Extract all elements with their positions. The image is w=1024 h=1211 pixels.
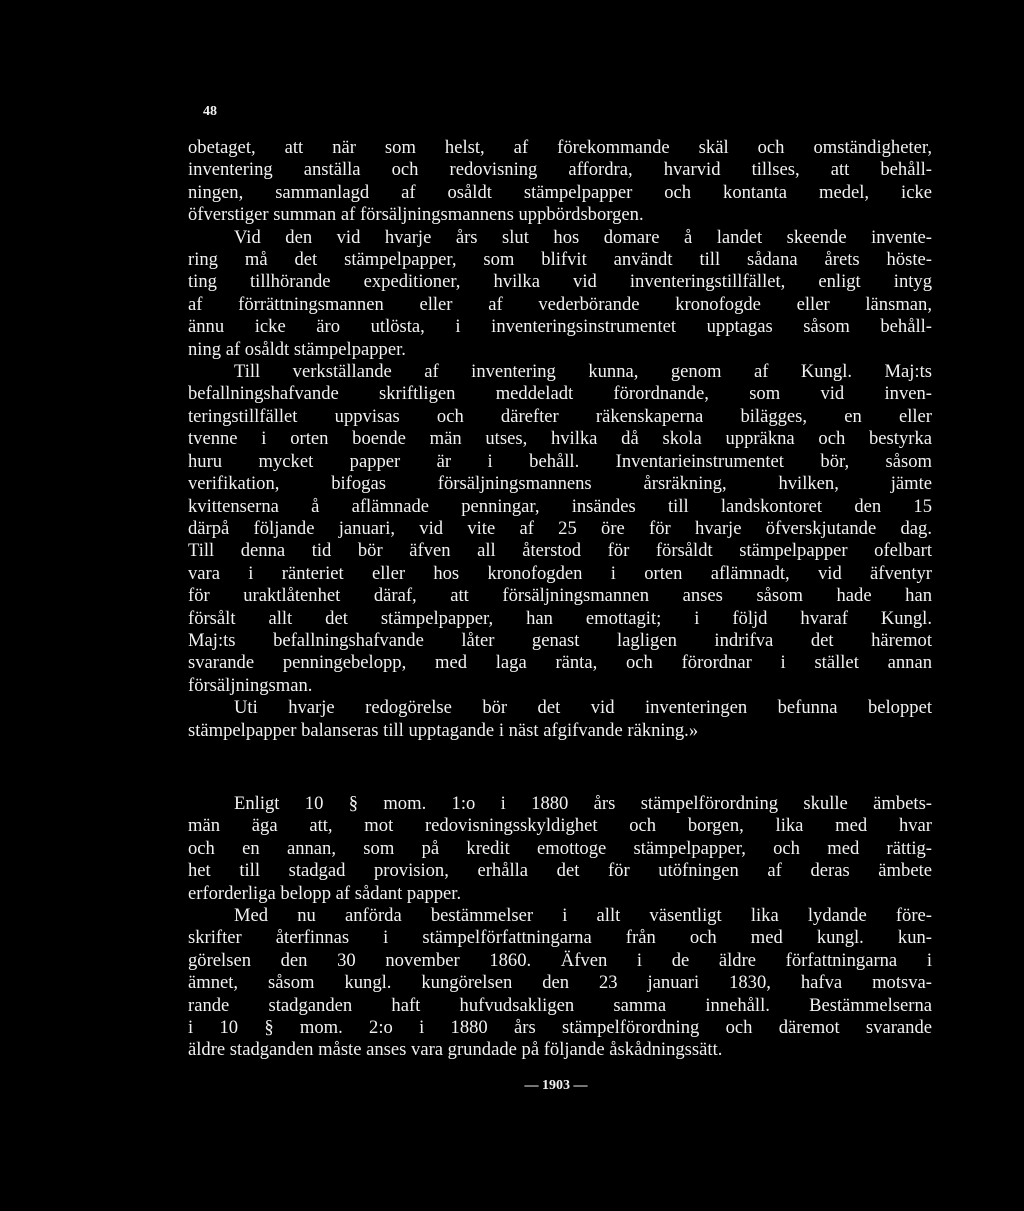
body-text-top [188, 137, 932, 742]
text-line: ning af osåldt stämpelpapper. [188, 338, 406, 360]
text-line: tvenne i orten boende män utses, hvilka då skola uppräkna och bestyrka [188, 428, 932, 450]
text-line: görelsen den 30 november 1860. Äfven i de äldre författningarna i [188, 949, 932, 971]
text-line: män äga att, mot redovisningsskyldighet och borgen, lika med hvar [188, 815, 932, 837]
text-line: huru mycket papper är i behåll. Inventarieinstrumentet bör, såsom [188, 450, 932, 472]
paragraph [188, 227, 932, 361]
text-line: het till stadgad provision, erhålla det för utöfningen af deras ämbete [188, 860, 932, 882]
text-line: obetaget, att när som helst, af förekommande skäl och omständigheter, [188, 137, 932, 158]
text-line: och en annan, som på kredit emottoge stämpelpapper, och med rättig- [188, 837, 932, 859]
text-line: kvittenserna å aflämnade penningar, insändes till landskontoret den 15 [188, 495, 932, 517]
text-line: af förrättningsmannen eller af vederbörande kronofogde eller länsman, [188, 293, 932, 315]
text-line: försålt allt det stämpelpapper, han emottagit; i följd hvaraf Kungl. [188, 607, 932, 629]
text-line: ännu icke äro utlösta, i inventeringsinstrumentet upptagas såsom behåll- [188, 316, 932, 338]
text-line: ring må det stämpelpapper, som blifvit användt till sådana årets höste- [188, 249, 932, 271]
paragraph [188, 905, 932, 1062]
text-line: inventering anställa och redovisning affordra, hvarvid tillses, att behåll- [188, 159, 932, 181]
text-line: för uraktlåtenhet däraf, att försäljningsmannen anses såsom hade han [188, 585, 932, 607]
paragraph [188, 137, 932, 227]
paragraph [188, 793, 932, 905]
footer-page-mark: — 1903 — [524, 1078, 588, 1093]
text-line: Uti hvarje redogörelse bör det vid inventeringen befunna beloppet [234, 697, 932, 719]
text-line: erforderliga belopp af sådant papper. [188, 882, 462, 904]
text-line: försäljningsman. [188, 674, 313, 696]
body-text-bottom [188, 793, 932, 1062]
text-line: skrifter återfinnas i stämpelförfattningarna från och med kungl. kun- [188, 927, 932, 949]
page-number: 48 [203, 104, 217, 119]
text-line: äldre stadganden måste anses vara grundade på följande åskådningssätt. [188, 1039, 723, 1061]
text-line: vara i ränteriet eller hos kronofogden i orten aflämnadt, vid äfventyr [188, 562, 932, 584]
text-line: därpå följande januari, vid vite af 25 öre för hvarje öfverskjutande dag. [188, 517, 932, 539]
text-line: ningen, sammanlagd af osåldt stämpelpapper och kontanta medel, icke [188, 181, 932, 203]
text-line: teringstillfället uppvisas och därefter räkenskaperna bilägges, en eller [188, 405, 932, 427]
text-line: ting tillhörande expeditioner, hvilka vid inventeringstillfället, enligt intyg [188, 271, 932, 293]
paragraph [188, 361, 932, 697]
paragraph [188, 697, 932, 742]
text-line: Enligt 10 § mom. 1:o i 1880 års stämpelförordning skulle ämbets- [234, 793, 932, 814]
text-line: Med nu anförda bestämmelser i allt väsentligt lika lydande före- [234, 905, 932, 927]
text-line: Vid den vid hvarje års slut hos domare å landet skeende invente- [234, 226, 932, 248]
text-line: i 10 § mom. 2:o i 1880 års stämpelförordning och däremot svarande [188, 1017, 932, 1039]
text-line: rande stadganden haft hufvudsakligen samma innehåll. Bestämmelserna [188, 994, 932, 1016]
text-line: Till verkställande af inventering kunna, genom af Kungl. Maj:ts [234, 361, 932, 383]
text-line: stämpelpapper balanseras till upptagande i näst afgifvande räkning.» [188, 719, 699, 741]
text-line: ämnet, såsom kungl. kungörelsen den 23 januari 1830, hafva motsva- [188, 972, 932, 994]
text-line: verifikation, bifogas försäljningsmannens årsräkning, hvilken, jämte [188, 473, 932, 495]
text-line: befallningshafvande skriftligen meddeladt förordnande, som vid inven- [188, 383, 932, 405]
text-line: Maj:ts befallningshafvande låter genast lagligen indrifva det häremot [188, 629, 932, 651]
text-line: svarande penningebelopp, med laga ränta, och förordnar i stället annan [188, 652, 932, 674]
text-line: Till denna tid bör äfven all återstod för försåldt stämpelpapper ofelbart [188, 540, 932, 562]
text-line: öfverstiger summan af försäljningsmannens uppbördsborgen. [188, 204, 644, 226]
